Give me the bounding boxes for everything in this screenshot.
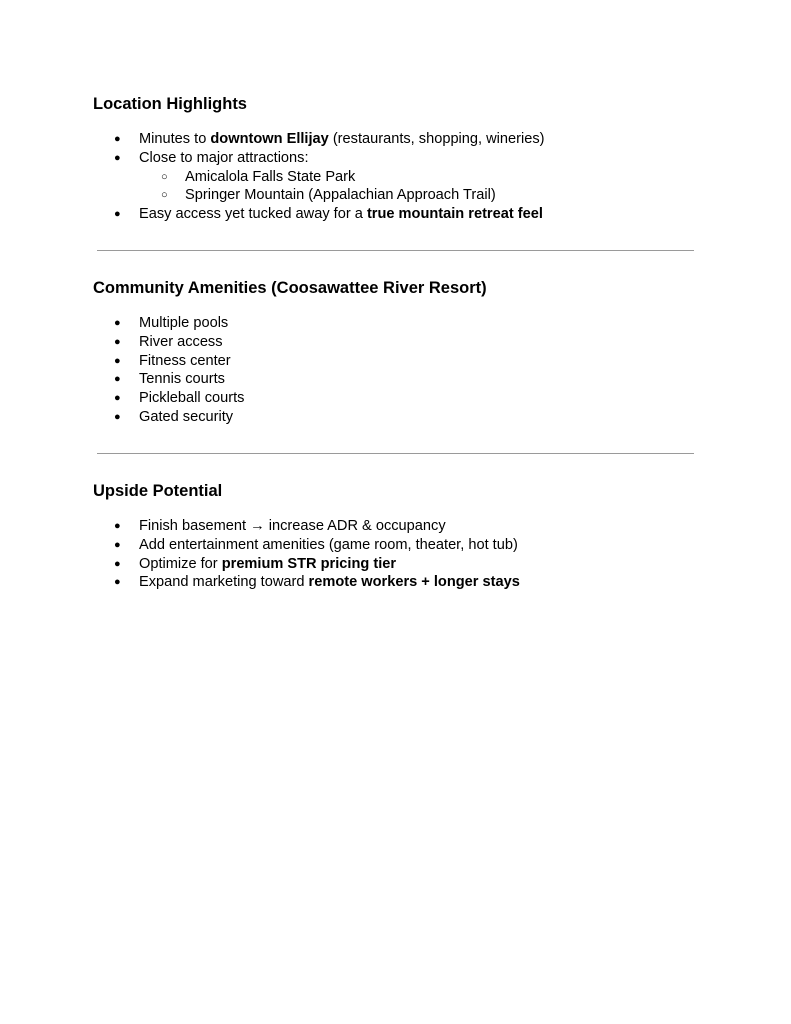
item-text: Optimize for xyxy=(139,555,222,572)
list-item: ● Fitness center xyxy=(93,352,703,371)
item-text: (restaurants, shopping, wineries) xyxy=(328,131,545,147)
horizontal-rule xyxy=(97,250,694,251)
item-bold-text: premium STR pricing tier xyxy=(221,555,397,572)
list-item xyxy=(93,149,703,205)
location-highlights-list xyxy=(93,130,703,224)
item-text: Expand marketing toward xyxy=(139,574,309,591)
list-item xyxy=(93,555,703,574)
community-amenities-section xyxy=(93,278,703,427)
community-amenities-heading: Community Amenities (Coosawattee River Resort) xyxy=(93,279,487,297)
item-text: Close to major attractions: xyxy=(139,149,309,166)
upside-potential-list xyxy=(93,517,703,592)
location-highlights-section xyxy=(93,94,703,224)
attractions-sublist xyxy=(139,168,703,206)
upside-potential-heading: Upside Potential xyxy=(93,482,223,500)
list-item: ● Finish basement → increase ADR & occupancy xyxy=(93,517,703,536)
item-bold-text: downtown Ellijay xyxy=(210,131,329,147)
item-text: Easy access yet tucked away for a xyxy=(139,206,367,223)
upside-potential-section xyxy=(93,481,703,592)
list-item xyxy=(93,130,703,149)
location-highlights-heading: Location Highlights xyxy=(93,95,247,113)
list-item: ● Add entertainment amenities (game room, theater, hot tub) xyxy=(93,536,703,555)
item-text: Minutes to xyxy=(139,131,211,147)
list-item: ● Multiple pools xyxy=(93,314,703,333)
list-item xyxy=(93,205,703,224)
sub-list-item: ○ Amicalola Falls State Park xyxy=(139,168,703,187)
list-item xyxy=(93,573,703,592)
list-item: ● Tennis courts xyxy=(93,370,703,389)
sub-list-item: ○ Springer Mountain (Appalachian Approach Trail) xyxy=(139,186,703,205)
list-item: ● Gated security xyxy=(93,408,703,427)
list-item: ● Pickleball courts xyxy=(93,389,703,408)
item-bold-text: remote workers + longer stays xyxy=(308,574,520,591)
item-bold-text: true mountain retreat feel xyxy=(366,206,543,223)
horizontal-rule xyxy=(97,453,694,454)
community-amenities-list xyxy=(93,314,703,427)
list-item: ● River access xyxy=(93,333,703,352)
